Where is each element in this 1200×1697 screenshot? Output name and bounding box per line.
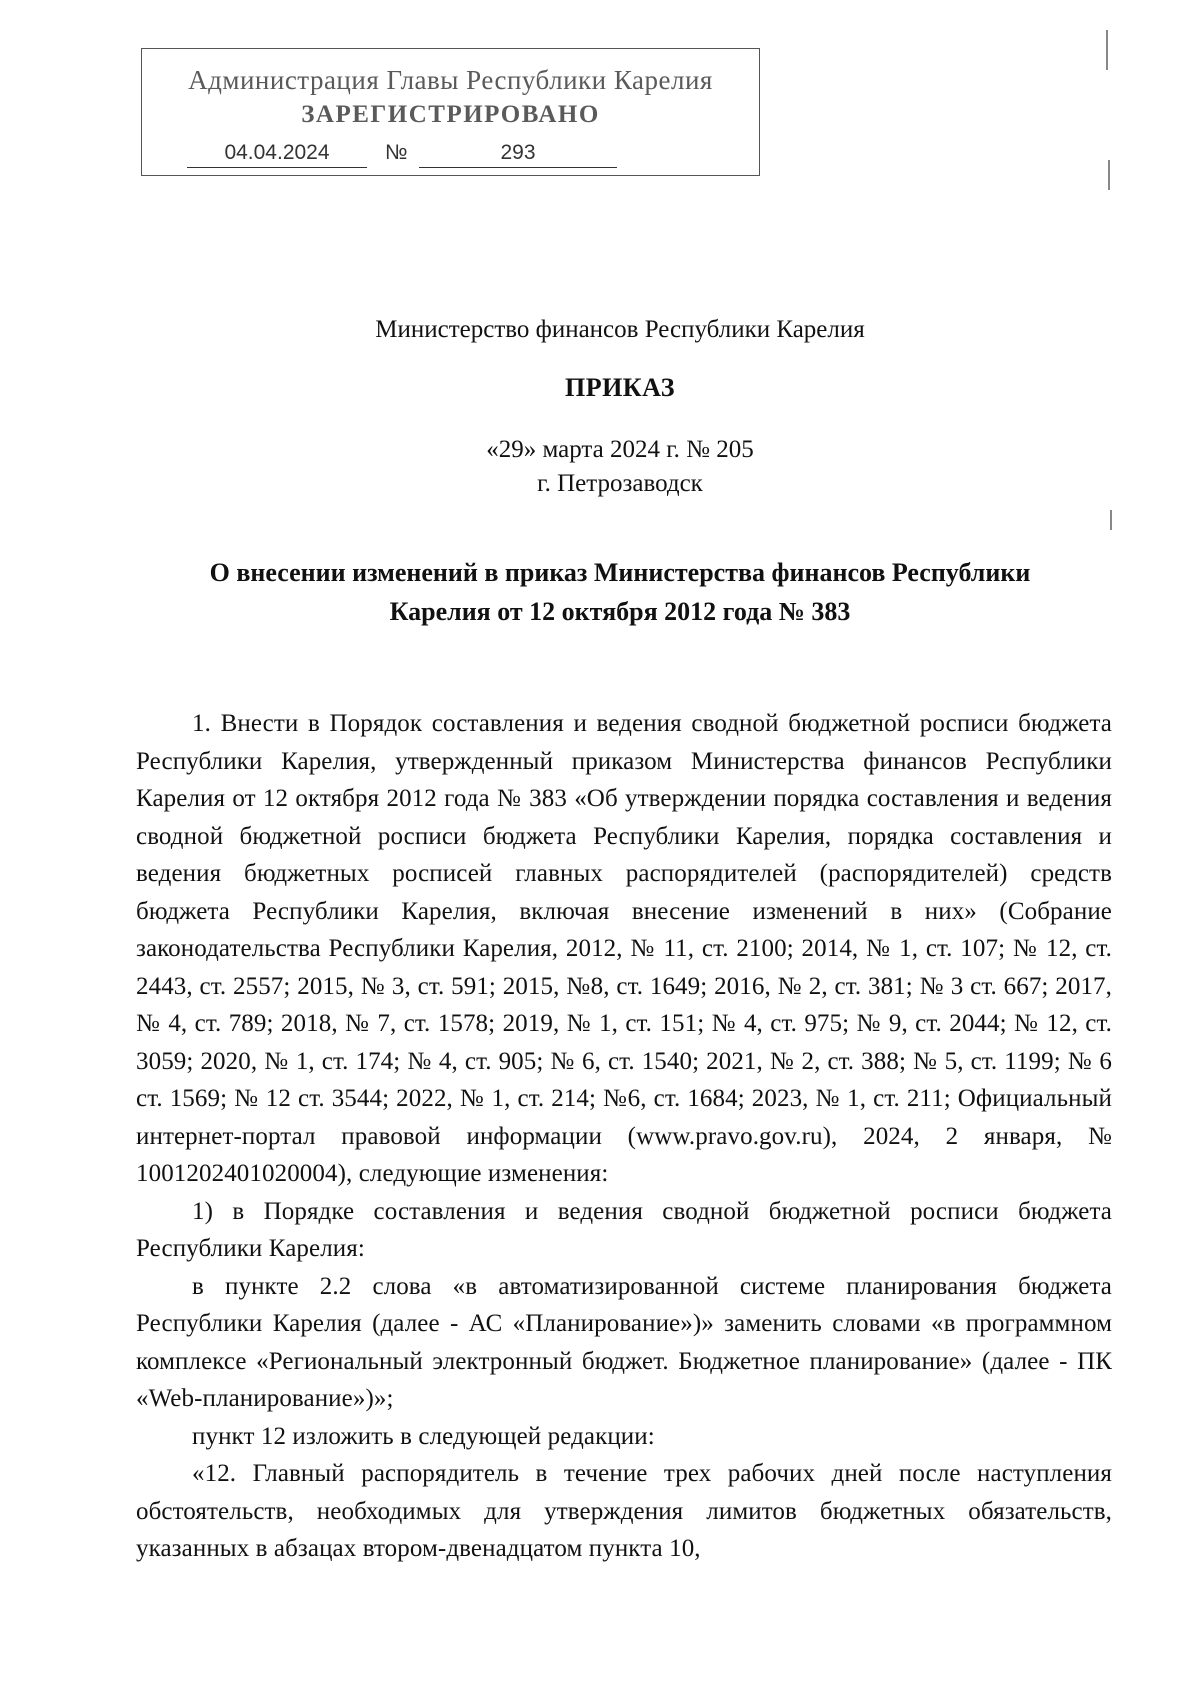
stamp-registration-line <box>187 141 727 171</box>
stamp-status: ЗАРЕГИСТРИРОВАНО <box>301 101 600 128</box>
order-city: г. Петрозаводск <box>537 470 703 497</box>
body-paragraph: 1) в Порядке составления и ведения сводной бюджетной росписи бюджета Республики Карелия: <box>136 1197 1112 1262</box>
scan-margin-mark <box>1106 30 1108 70</box>
document-body <box>136 705 1112 1568</box>
body-paragraph: «12. Главный распорядитель в течение трех рабочих дней после наступления обстоятельств, необходимых для утверждения лимитов бюджетных обязательств, указанных в абзацах втором-двенадцатом пункта 10, <box>136 1460 1112 1562</box>
order-date-number: «29» марта 2024 г. № 205 <box>486 436 754 463</box>
stamp-reg-number: 293 <box>419 141 617 168</box>
document-type: ПРИКАЗ <box>564 373 676 402</box>
ministry-name: Министерство финансов Республики Карелия <box>375 316 865 343</box>
body-paragraph: 1. Внести в Порядок составления и ведения сводной бюджетной росписи бюджета Республики Карелия, утвержденный приказом Министерства финансов Республики Карелия от 12 октября 2012 года № 383 «Об утверждении порядка составления и ведения сводной бюджетной росписи бюджета Республики Карелия, порядка составления и ведения бюджетных росписей главных распорядителей (распорядителей) средств бюджета Республики Карелия, включая внесение изменений в них» (Собрание законодательства Республики Карелия, 2012, № 11, ст. 2100; 2014, № 1, ст. 107; № 12, ст. 2443, ст. 2557; 2015, № 3, ст. 591; 2015, №8, ст. 1649; 2016, № 2, ст. 381; № 3 ст. 667; 2017, № 4, ст. 789; 2018, № 7, ст. 1578; 2019, № 1, ст. 151; № 4, ст. 975; № 9, ст. 2044; № 12, ст. 3059; 2020, № 1, ст. 174; № 4, ст. 905; № 6, ст. 1540; 2021, № 2, ст. 388; № 5, ст. 1199; № 6 ст. 1569; № 12 ст. 3544; 2022, № 1, ст. 214; №6, ст. 1684; 2023, № 1, ст. 211; Официальный интернет-портал правовой информации (www.pravo.gov.ru), 2024, 2 января, № 1001202401020004), следующие изменения: <box>136 710 1112 1187</box>
body-paragraph: пункт 12 изложить в следующей редакции: <box>192 1422 655 1450</box>
stamp-reg-date: 04.04.2024 <box>187 141 367 168</box>
body-paragraph: в пункте 2.2 слова «в автоматизированной системе планирования бюджета Республики Карелия (далее - АС «Планирование»)» заменить словами «в программном комплексе «Региональный электронный бюджет. Бюджетное планирование» (далее - ПК «Web-планирование»)»; <box>136 1272 1112 1412</box>
document-subject <box>0 553 1200 631</box>
scan-margin-mark <box>1108 160 1110 190</box>
registration-stamp <box>141 48 760 176</box>
scan-margin-mark <box>1110 510 1112 530</box>
subject-line-2: Карелия от 12 октября 2012 года № 383 <box>389 597 851 626</box>
stamp-number-sign: № <box>385 141 408 164</box>
stamp-organization: Администрация Главы Республики Карелия <box>188 65 713 95</box>
subject-line-1: О внесении изменений в приказ Министерства финансов Республики <box>209 558 1031 587</box>
